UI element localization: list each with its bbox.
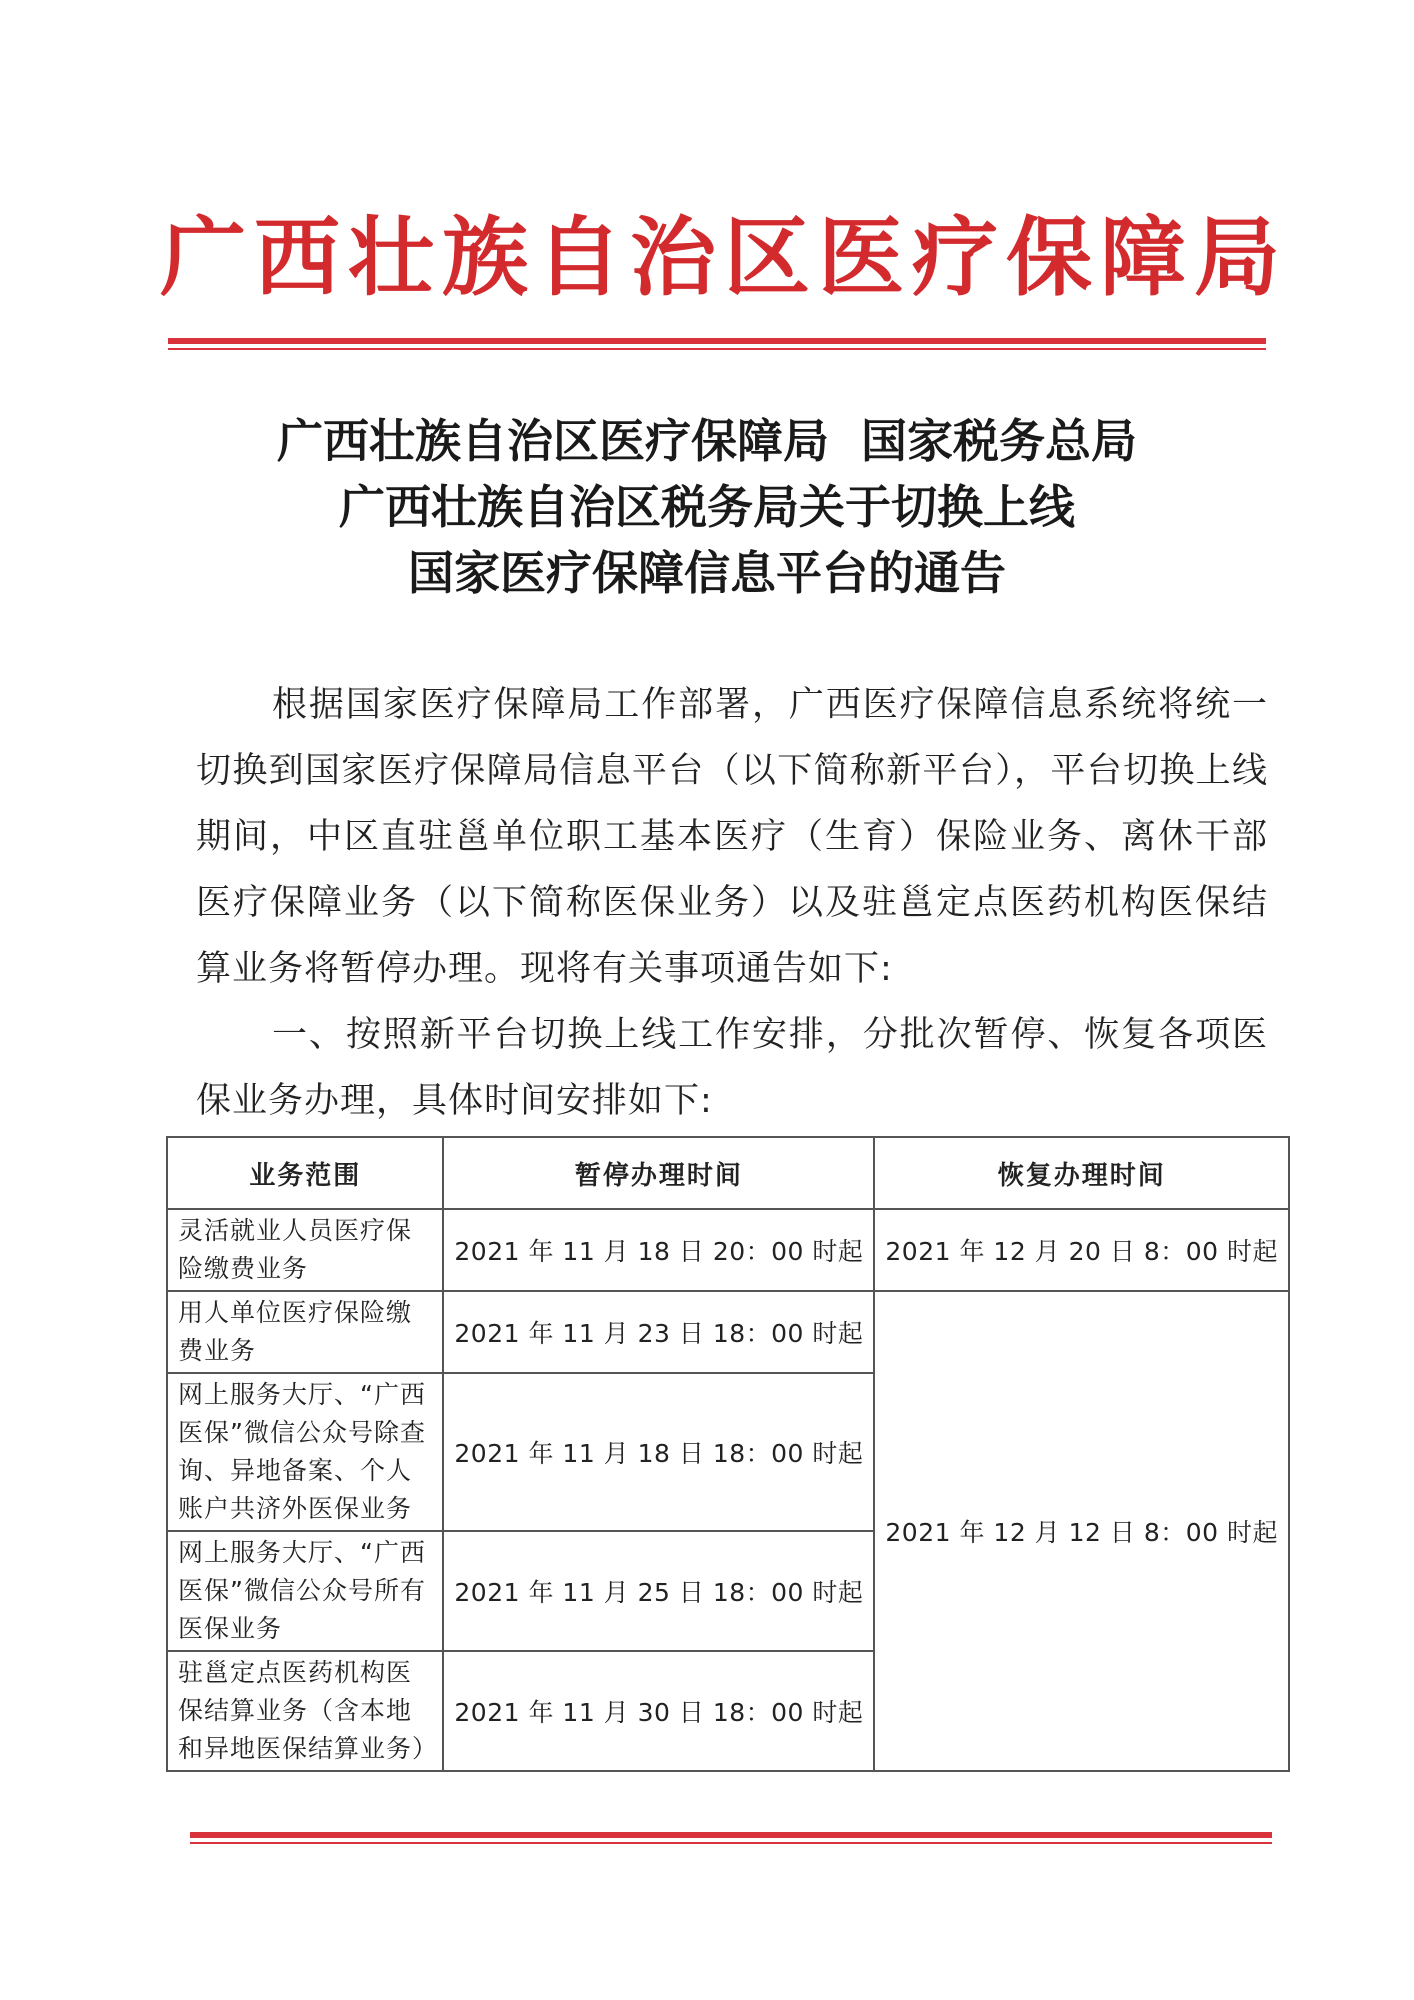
- letterhead-char: 保: [1006, 207, 1092, 308]
- letterhead-char: 壮: [348, 207, 434, 308]
- header-pause-time: 暂停办理时间: [443, 1137, 874, 1209]
- letterhead-divider-thin: [168, 348, 1266, 350]
- resume-time-merged-cell: 2021 年 12 月 12 日 8：00 时起: [874, 1291, 1289, 1771]
- footer-divider-thick: [190, 1832, 1272, 1838]
- table-row: [167, 1209, 1289, 1291]
- notice-title-line: 国家医疗保障信息平台的通告: [408, 546, 1006, 600]
- letterhead-char: 区: [724, 207, 810, 308]
- body-paragraph: 根据国家医疗保障局工作部署，广西医疗保障信息系统将统一切换到国家医疗保障局信息平台（以下简称新平台），平台切换上线期间，中区直驻邕单位职工基本医疗（生育）保险业务、离休干部医疗保障业务（以下简称医保业务）以及驻邕定点医药机构医保结算业务将暂停办理。现将有关事项通告如下:: [196, 685, 1268, 989]
- header-scope: 业务范围: [167, 1137, 443, 1209]
- pause-time-cell: 2021 年 11 月 23 日 18：00 时起: [443, 1291, 874, 1373]
- notice-title-line: 广西壮族自治区税务局关于切换上线: [339, 480, 1075, 534]
- letterhead-char: 局: [1194, 207, 1280, 308]
- letterhead-char: 族: [442, 207, 528, 308]
- scope-cell: 网上服务大厅、“广西医保”微信公众号所有医保业务: [167, 1531, 443, 1651]
- header-resume-time: 恢复办理时间: [874, 1137, 1289, 1209]
- letterhead-char: 疗: [912, 207, 998, 308]
- scope-cell: 网上服务大厅、“广西医保”微信公众号除查询、异地备案、个人账户共济外医保业务: [167, 1373, 443, 1531]
- table-header-row: [167, 1137, 1289, 1209]
- letterhead-divider-thick: [168, 338, 1266, 344]
- notice-title: [0, 408, 1414, 606]
- resume-time-cell: 2021 年 12 月 20 日 8：00 时起: [874, 1209, 1289, 1291]
- notice-title-line: 广西壮族自治区医疗保障局 国家税务总局: [276, 414, 1138, 468]
- body-paragraph: 一、按照新平台切换上线工作安排，分批次暂停、恢复各项医保业务办理，具体时间安排如下:: [196, 1015, 1268, 1121]
- pause-time-cell: 2021 年 11 月 25 日 18：00 时起: [443, 1531, 874, 1651]
- scope-cell: 用人单位医疗保险缴费业务: [167, 1291, 443, 1373]
- letterhead-char: 障: [1100, 207, 1186, 308]
- letterhead-org-name: [160, 188, 1280, 312]
- schedule-table: [166, 1136, 1290, 1772]
- letterhead-char: 广: [160, 207, 246, 308]
- notice-body: [196, 672, 1268, 1134]
- letterhead-char: 治: [630, 207, 716, 308]
- letterhead-char: 医: [818, 207, 904, 308]
- scope-cell: 灵活就业人员医疗保险缴费业务: [167, 1209, 443, 1291]
- pause-time-cell: 2021 年 11 月 30 日 18：00 时起: [443, 1651, 874, 1771]
- footer-divider-thin: [190, 1842, 1272, 1844]
- letterhead-char: 自: [536, 207, 622, 308]
- letterhead-char: 西: [254, 207, 340, 308]
- table-row: [167, 1291, 1289, 1373]
- pause-time-cell: 2021 年 11 月 18 日 20：00 时起: [443, 1209, 874, 1291]
- scope-cell: 驻邕定点医药机构医保结算业务（含本地和异地医保结算业务）: [167, 1651, 443, 1771]
- pause-time-cell: 2021 年 11 月 18 日 18：00 时起: [443, 1373, 874, 1531]
